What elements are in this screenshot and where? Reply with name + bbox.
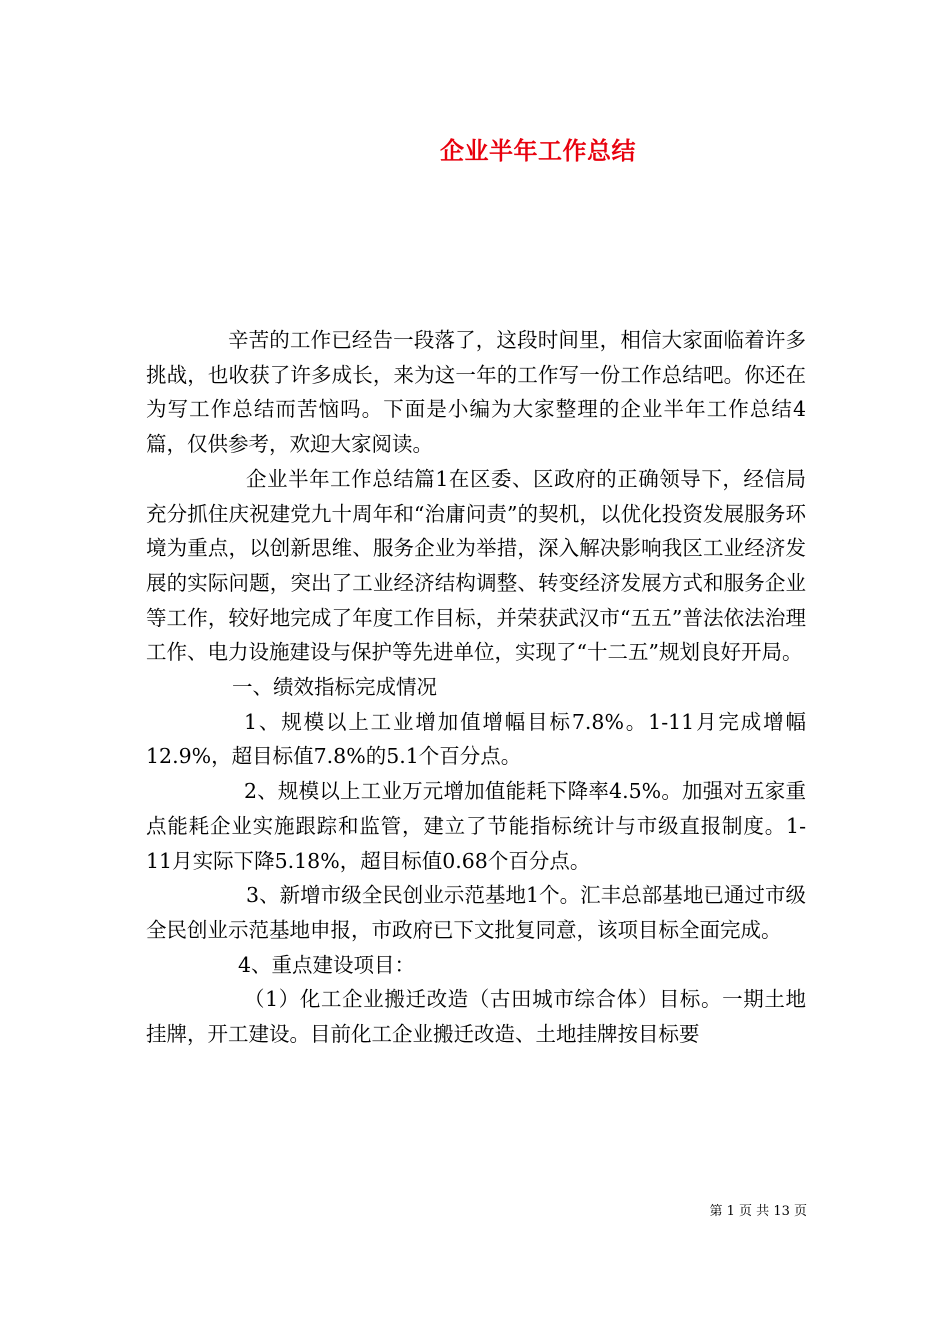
document-title: 企业半年工作总结 xyxy=(440,136,636,165)
paragraph-item-2: 2、规模以上工业万元增加值能耗下降率4.5%。加强对五家重点能耗企业实施跟踪和监管，建立了节能指标统计与市级直报制度。1-11月实际下降5.18%，超目标值0.68个百分点。 xyxy=(146,779,806,873)
paragraph-part-1: 企业半年工作总结篇1在区委、区政府的正确领导下，经信局充分抓住庆祝建党九十周年和“治庸问责”的契机，以优化投资发展服务环境为重点，以创新思维、服务企业为举措，深入解决影响我区工业经济发展的实际问题，突出了工业经济结构调整、转变经济发展方式和服务企业等工作，较好地完成了年度工作目标，并荣获武汉市“五五”普法依法治理工作、电力设施建设与保护等先进单位，实现了“十二五”规划良好开局。 xyxy=(146,466,806,665)
page-number: 第 1 页 共 13 页 xyxy=(709,1204,807,1219)
paragraph-item-4-1: （1）化工企业搬迁改造（古田城市综合体）目标。一期土地挂牌，开工建设。目前化工企业搬迁改造、土地挂牌按目标要 xyxy=(146,987,806,1047)
paragraph-item-3: 3、新增市级全民创业示范基地1个。汇丰总部基地已通过市级全民创业示范基地申报，市政府已下文批复同意，该项目标全面完成。 xyxy=(146,883,806,942)
paragraph-item-4: 4、重点建设项目： xyxy=(238,952,416,977)
document-body xyxy=(146,323,806,1052)
paragraph-intro: 辛苦的工作已经告一段落了，这段时间里，相信大家面临着许多挑战，也收获了许多成长，来为这一年的工作写一份工作总结吧。你还在为写工作总结而苦恼吗。下面是小编为大家整理的企业半年工作总结4篇，仅供参考，欢迎大家阅读。 xyxy=(146,328,806,457)
section-heading: 一、绩效指标完成情况 xyxy=(232,675,437,700)
paragraph-item-1: 1、规模以上工业增加值增幅目标7.8%。1-11月完成增幅12.9%，超目标值7.8%的5.1个百分点。 xyxy=(146,709,806,769)
